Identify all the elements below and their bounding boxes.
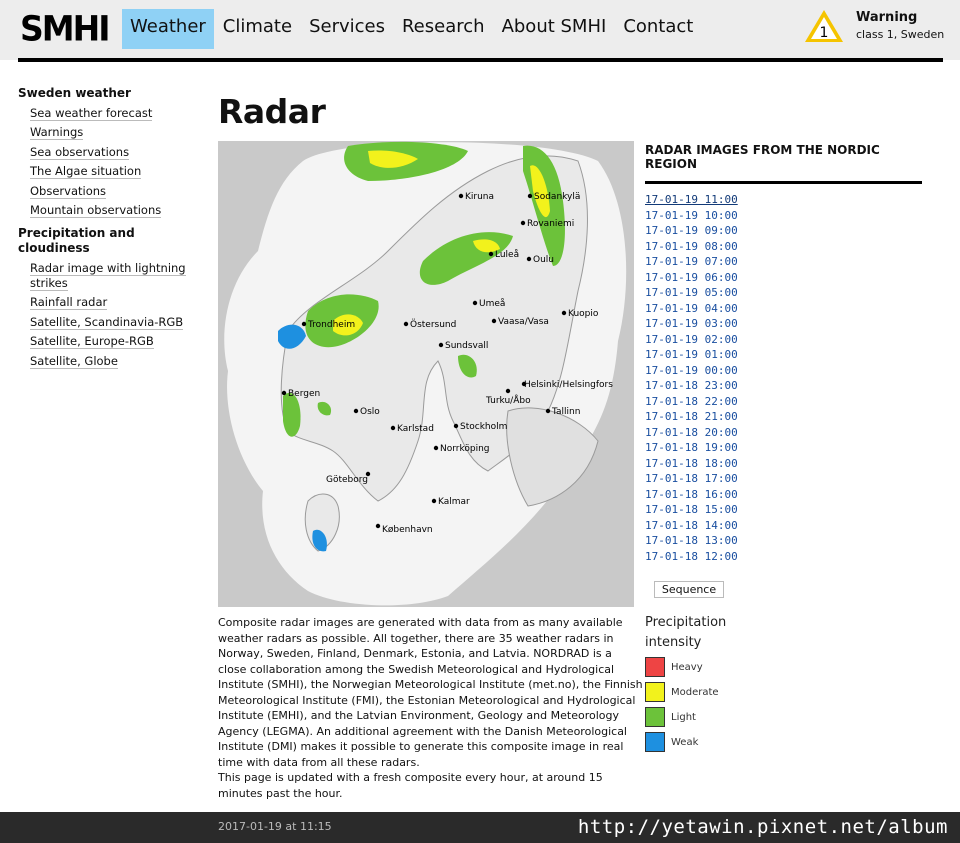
city-helsinki: Helsinki/Helsingfors (524, 380, 613, 390)
legend-label: Light (671, 712, 696, 723)
legend-label: Weak (671, 737, 699, 748)
radar-time-link[interactable]: 17-01-18 13:00 (645, 534, 738, 547)
main-nav (122, 9, 702, 49)
city-oslo: Oslo (360, 407, 380, 417)
sidebar-item-warnings[interactable]: Warnings (30, 125, 84, 139)
radar-time-link[interactable]: 17-01-19 05:00 (645, 286, 738, 299)
city-kalmar: Kalmar (438, 497, 470, 507)
radar-time-link[interactable]: 17-01-18 17:00 (645, 472, 738, 485)
sequence-button[interactable]: Sequence (654, 581, 724, 598)
update-note: This page is updated with a fresh composite every hour, at around 15 minutes past the hour. (218, 771, 603, 800)
header-divider (18, 58, 943, 62)
city-oulu: Oulu (533, 255, 554, 265)
smhi-logo[interactable]: SMHI (20, 8, 109, 49)
radar-images-heading: RADAR IMAGES FROM THE NORDIC REGION (645, 143, 880, 171)
radar-time-link[interactable]: 17-01-19 06:00 (645, 270, 738, 284)
page-date-stamp: 2017-01-19 at 11:15 (218, 820, 332, 833)
warning-indicator[interactable] (803, 8, 953, 48)
city-kiruna: Kiruna (465, 192, 495, 202)
radar-heading-divider (645, 181, 922, 184)
legend-swatch-weak (645, 732, 665, 752)
radar-time-link[interactable]: 17-01-18 23:00 (645, 379, 738, 392)
radar-time-link[interactable]: 17-01-19 10:00 (645, 208, 738, 222)
radar-time-link[interactable]: 17-01-19 11:00 (645, 193, 738, 206)
legend-title: Precipitation intensity (645, 615, 727, 650)
sidebar-item-mountain-observations[interactable]: Mountain observations (30, 203, 162, 217)
sidebar-item-satellite-globe[interactable]: Satellite, Globe (30, 353, 118, 368)
legend-swatch-light (645, 707, 665, 727)
site-header (0, 0, 960, 60)
nav-climate[interactable]: Climate (222, 16, 293, 37)
city-lulea: Luleå (495, 250, 520, 260)
city-turku: Turku/Åbo (486, 396, 531, 406)
sidebar-item-satellite-europe[interactable]: Satellite, Europe-RGB (30, 334, 154, 348)
warning-number: 1 (819, 25, 829, 41)
city-kuopio: Kuopio (568, 309, 599, 319)
sidebar-heading-sweden-weather[interactable]: Sweden weather (18, 86, 131, 100)
warning-subtitle: class 1, Sweden (856, 28, 945, 41)
radar-time-link[interactable]: 17-01-19 03:00 (645, 317, 738, 330)
radar-time-link[interactable]: 17-01-18 14:00 (645, 518, 738, 532)
nav-weather[interactable]: Weather (122, 9, 214, 49)
city-trondheim: Trondheim (308, 320, 356, 330)
legend-swatch-moderate (645, 682, 665, 702)
city-karlstad: Karlstad (397, 424, 434, 434)
watermark-text: http://yetawin.pixnet.net/album (577, 816, 948, 838)
watermark-bar (0, 812, 960, 843)
radar-map (218, 141, 634, 607)
radar-time-link[interactable]: 17-01-18 12:00 (645, 549, 738, 563)
nav-services[interactable]: Services (309, 16, 385, 37)
city-rovaniemi: Rovaniemi (527, 219, 575, 229)
radar-time-link[interactable]: 17-01-18 21:00 (645, 410, 738, 423)
city-vaasa: Vaasa/Vasa (498, 317, 549, 327)
radar-time-link[interactable]: 17-01-19 00:00 (645, 363, 738, 377)
sidebar-item-sea-observations[interactable]: Sea observations (30, 144, 130, 159)
city-tallinn: Tallinn (552, 407, 581, 417)
sidebar-item-rainfall-radar[interactable]: Rainfall radar (30, 295, 108, 309)
radar-time-link[interactable]: 17-01-18 20:00 (645, 425, 738, 439)
legend-label: Heavy (671, 662, 703, 673)
radar-time-link[interactable]: 17-01-18 16:00 (645, 487, 738, 501)
city-kobenhavn: København (382, 525, 433, 535)
warning-triangle-icon (803, 8, 845, 44)
radar-time-link[interactable]: 17-01-19 02:00 (645, 332, 738, 346)
radar-time-link[interactable]: 17-01-19 04:00 (645, 301, 738, 315)
radar-time-link[interactable]: 17-01-19 07:00 (645, 255, 738, 268)
city-ostersund: Östersund (410, 320, 457, 330)
city-goteborg: Göteborg (326, 475, 369, 485)
sidebar-heading-precipitation[interactable]: Precipitation and cloudiness (18, 226, 135, 255)
radar-time-link[interactable]: 17-01-19 08:00 (645, 239, 738, 253)
city-bergen: Bergen (288, 389, 321, 399)
radar-description (218, 615, 643, 801)
radar-map-image (218, 141, 634, 607)
radar-time-link[interactable]: 17-01-19 01:00 (645, 348, 738, 361)
nav-research[interactable]: Research (401, 16, 485, 37)
page-title: Radar (218, 92, 326, 131)
city-stockholm: Stockholm (460, 422, 508, 432)
city-umea: Umeå (479, 299, 506, 309)
sidebar (18, 86, 200, 369)
city-sundsvall: Sundsvall (445, 341, 489, 351)
radar-time-list (645, 192, 738, 564)
radar-time-link[interactable]: 17-01-19 09:00 (645, 224, 738, 237)
radar-time-link[interactable]: 17-01-18 18:00 (645, 456, 738, 470)
sidebar-item-satellite-scandinavia[interactable]: Satellite, Scandinavia-RGB (30, 314, 184, 329)
nav-about-smhi[interactable]: About SMHI (501, 16, 607, 37)
legend-swatch-heavy (645, 657, 665, 677)
city-sodankyla: Sodankylä (534, 192, 581, 202)
sidebar-item-observations[interactable]: Observations (30, 183, 107, 198)
warning-title: Warning (856, 10, 918, 25)
legend-label: Moderate (671, 687, 719, 698)
nav-contact[interactable]: Contact (623, 16, 694, 37)
radar-time-link[interactable]: 17-01-18 22:00 (645, 394, 738, 408)
radar-time-link[interactable]: 17-01-18 19:00 (645, 441, 738, 454)
description-text: Composite radar images are generated with data from as many available weather radars as possible. All together, there are 35 weather radars in Norway, Sweden, Finland, Denmark, Estonia, and Latvia. NORDRAD is a close collaboration among the Swedish Meteorological and Hydrological Institute (SMHI), the Norwegian Meteorological Institute (met.no), the Finnish Meteorological Institute (FMI), the Estonian Meteorological and Hydrological Institute (EMHI), and the Latvian Environment, Geology and Meteorology Agency (LEGMA). An additional agreement with the Danish Meteorological Institute (DMI) makes it possible to generate this composite image in real time with data from all these radars. (218, 616, 643, 769)
sidebar-item-radar-lightning[interactable]: Radar image with lightning strikes (30, 260, 186, 290)
radar-time-link[interactable]: 17-01-18 15:00 (645, 503, 738, 516)
sidebar-item-sea-weather-forecast[interactable]: Sea weather forecast (30, 105, 153, 120)
city-norrkoping: Norrköping (440, 444, 490, 454)
sidebar-item-algae-situation[interactable]: The Algae situation (30, 164, 142, 178)
